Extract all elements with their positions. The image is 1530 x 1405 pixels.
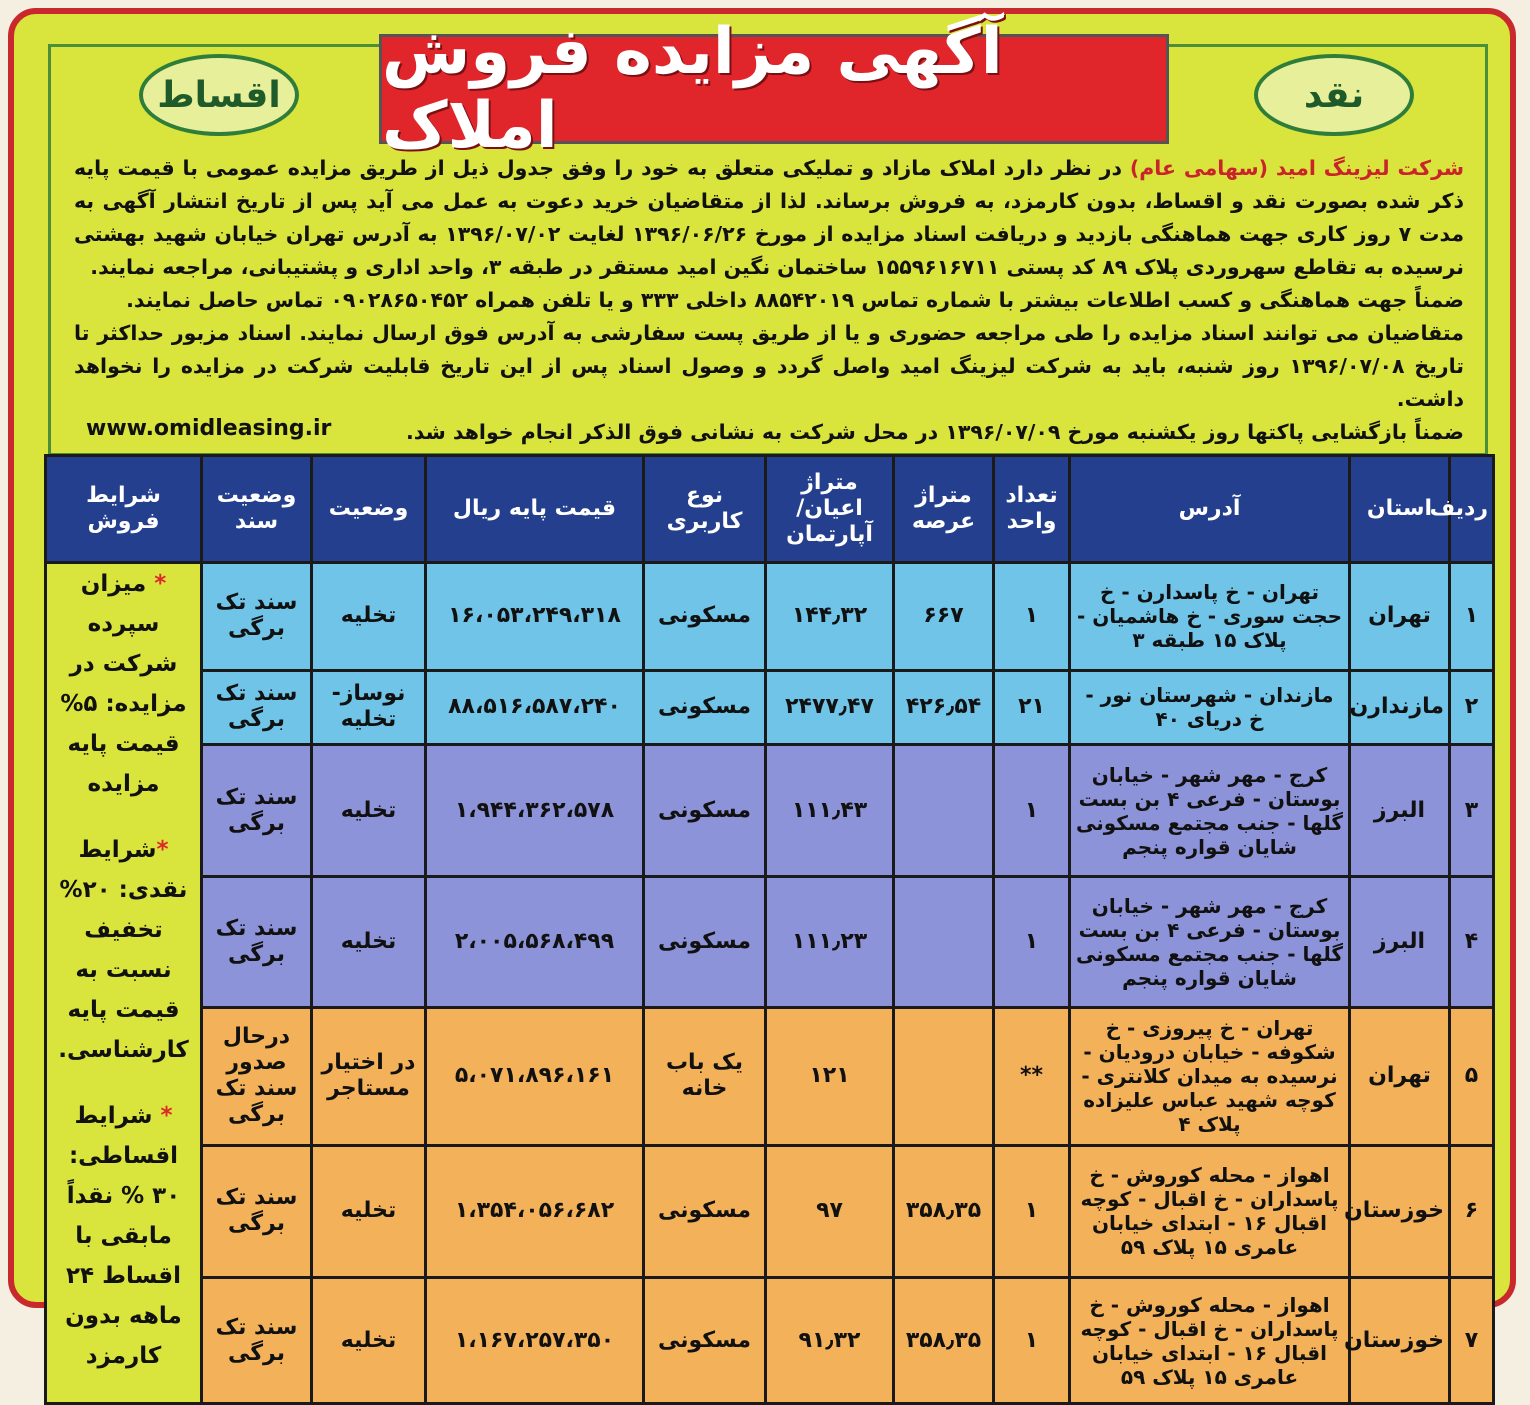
cell-land-area: ۳۵۸٫۳۵ <box>894 1145 994 1277</box>
cell-building-area: ۹۱٫۳۲ <box>766 1278 894 1404</box>
table-header-row <box>46 456 1494 563</box>
properties-table <box>44 454 1495 1405</box>
cell-building-area: ۱۱۱٫۲۳ <box>766 877 894 1007</box>
cell-province: تهران <box>1350 1007 1450 1145</box>
condition-cash <box>55 830 192 1070</box>
cell-status: تخلیه <box>312 877 426 1007</box>
table-row <box>46 1007 1494 1145</box>
cell-status: تخلیه <box>312 1278 426 1404</box>
cell-land-area: ۳۵۸٫۳۵ <box>894 1278 994 1404</box>
header-province: استان <box>1350 456 1450 563</box>
header-usage: نوع کاربری <box>644 456 766 563</box>
cell-building-area: ۲۴۷۷٫۴۷ <box>766 670 894 744</box>
cell-province: تهران <box>1350 563 1450 671</box>
cell-row-number: ۱ <box>1450 563 1494 671</box>
installment-badge-label: اقساط <box>157 74 281 116</box>
cell-building-area: ۱۴۴٫۳۲ <box>766 563 894 671</box>
cell-base-price: ۲،۰۰۵،۵۶۸،۴۹۹ <box>426 877 644 1007</box>
cell-units: ۱ <box>994 563 1070 671</box>
intro-text <box>74 152 1464 449</box>
intro-line-3: متقاضیان می توانند اسناد مزایده را طی مراجعه حضوری و یا از طریق پست سفارشی به آدرس فوق ارسال نمایند. اسناد مزبور حداکثر تا تاریخ ۱۳۹۶/۰۷/۰۸ روز شنبه، باید به شرکت لیزینگ امید واصل گردد و وصول اسناد پس از این تاریخ قابلیت شرکت در مزایده را نخواهد داشت. <box>74 321 1464 411</box>
cell-land-area <box>894 877 994 1007</box>
table-row <box>46 670 1494 744</box>
cell-row-number: ۶ <box>1450 1145 1494 1277</box>
cell-deed-status: سند تک برگی <box>202 877 312 1007</box>
table-row <box>46 1145 1494 1277</box>
table-row <box>46 1278 1494 1404</box>
cell-units: ۱ <box>994 877 1070 1007</box>
cell-usage: مسکونی <box>644 1278 766 1404</box>
cell-row-number: ۵ <box>1450 1007 1494 1145</box>
cell-base-price: ۵،۰۷۱،۸۹۶،۱۶۱ <box>426 1007 644 1145</box>
cell-units: ۲۱ <box>994 670 1070 744</box>
cell-row-number: ۷ <box>1450 1278 1494 1404</box>
cell-base-price: ۱،۱۶۷،۲۵۷،۳۵۰ <box>426 1278 644 1404</box>
cell-base-price: ۱۶،۰۵۳،۲۴۹،۳۱۸ <box>426 563 644 671</box>
cell-land-area: ۴۲۶٫۵۴ <box>894 670 994 744</box>
cell-usage: مسکونی <box>644 563 766 671</box>
cell-province: خوزستان <box>1350 1278 1450 1404</box>
asterisk-icon: * <box>154 571 167 597</box>
table-row <box>46 744 1494 876</box>
cell-base-price: ۱،۳۵۴،۰۵۶،۶۸۲ <box>426 1145 644 1277</box>
cell-province: مازندارن <box>1350 670 1450 744</box>
cash-badge-label: نقد <box>1303 74 1365 116</box>
cell-province: البرز <box>1350 744 1450 876</box>
cell-deed-status: درحال صدور سند تک برگی <box>202 1007 312 1145</box>
header-base-price: قیمت پایه ریال <box>426 456 644 563</box>
cell-address: کرج - مهر شهر - خیابان بوستان - فرعی ۴ بن بست گلها - جنب مجتمع مسکونی شایان قواره پنجم <box>1070 877 1350 1007</box>
cell-units: ۱ <box>994 1278 1070 1404</box>
cell-base-price: ۱،۹۴۴،۳۶۲،۵۷۸ <box>426 744 644 876</box>
cell-usage: مسکونی <box>644 744 766 876</box>
cell-row-number: ۳ <box>1450 744 1494 876</box>
cell-address: کرج - مهر شهر - خیابان بوستان - فرعی ۴ بن بست گلها - جنب مجتمع مسکونی شایان قواره پنجم <box>1070 744 1350 876</box>
cell-units: ** <box>994 1007 1070 1145</box>
header-row-number: ردیف <box>1450 456 1494 563</box>
asterisk-icon: * <box>156 837 169 863</box>
header-address: آدرس <box>1070 456 1350 563</box>
cell-land-area: ۶۶۷ <box>894 563 994 671</box>
cell-units: ۱ <box>994 1145 1070 1277</box>
cell-building-area: ۱۲۱ <box>766 1007 894 1145</box>
company-name: شرکت لیزینگ امید (سهامی عام) <box>1129 156 1465 180</box>
cell-deed-status: سند تک برگی <box>202 563 312 671</box>
condition-deposit-text: میزان سپرده شرکت در مزایده: ۵% قیمت پایه مزایده <box>60 571 187 797</box>
installment-badge <box>139 54 299 136</box>
cell-usage: مسکونی <box>644 1145 766 1277</box>
sale-conditions-cell <box>46 563 202 1404</box>
cell-address: اهواز - محله کوروش - خ پاسداران - خ اقبال - کوچه اقبال ۱۶ - ابتدای خیابان عامری ۱۵ پلاک ۵۹ <box>1070 1145 1350 1277</box>
condition-deposit <box>55 564 192 804</box>
cell-status: تخلیه <box>312 1145 426 1277</box>
header-units: تعداد واحد <box>994 456 1070 563</box>
cell-deed-status: سند تک برگی <box>202 744 312 876</box>
header-building-area: متراژ اعیان/ آپارتمان <box>766 456 894 563</box>
cell-land-area <box>894 1007 994 1145</box>
intro-paragraph-1 <box>74 152 1464 284</box>
cell-status: در اختیار مستاجر <box>312 1007 426 1145</box>
cell-address: تهران - خ پاسدارن - خ حجت سوری - خ هاشمیان - پلاک ۱۵ طبقه ۳ <box>1070 563 1350 671</box>
table-row <box>46 563 1494 671</box>
asterisk-icon: * <box>160 1103 173 1129</box>
cell-units: ۱ <box>994 744 1070 876</box>
cell-address: مازندان - شهرستان نور - خ دریای ۴۰ <box>1070 670 1350 744</box>
cell-status: نوساز- تخلیه <box>312 670 426 744</box>
cell-status: تخلیه <box>312 563 426 671</box>
header-deed-status: وضعیت سند <box>202 456 312 563</box>
cell-deed-status: سند تک برگی <box>202 1145 312 1277</box>
cell-address: اهواز - محله کوروش - خ پاسداران - خ اقبال - کوچه اقبال ۱۶ - ابتدای خیابان عامری ۱۵ پلاک ۵۹ <box>1070 1278 1350 1404</box>
cash-badge <box>1254 54 1414 136</box>
intro-line-2: ضمناً جهت هماهنگی و کسب اطلاعات بیشتر با شماره تماس ۸۸۵۴۲۰۱۹ داخلی ۳۳۳ و یا تلفن همراه ۰۹۰۲۸۶۵۰۴۵۲ تماس حاصل نمایند. <box>126 288 1464 312</box>
header-sale-conditions: شرایط فروش <box>46 456 202 563</box>
cell-status: تخلیه <box>312 744 426 876</box>
cell-row-number: ۲ <box>1450 670 1494 744</box>
cell-usage: مسکونی <box>644 877 766 1007</box>
page-title: آگهی مزایده فروش املاک <box>382 15 1003 163</box>
condition-installment <box>55 1096 192 1376</box>
website-link[interactable]: www.omidleasing.ir <box>86 416 332 441</box>
condition-cash-text: شرایط نقدی: ۲۰% تخفیف نسبت به قیمت پایه کارشناسی. <box>58 837 189 1063</box>
cell-province: البرز <box>1350 877 1450 1007</box>
title-banner <box>379 15 1169 163</box>
cell-land-area <box>894 744 994 876</box>
cell-usage: مسکونی <box>644 670 766 744</box>
cell-row-number: ۴ <box>1450 877 1494 1007</box>
header-land-area: متراژ عرصه <box>894 456 994 563</box>
intro-line-4: ضمناً بازگشایی پاکتها روز یکشنبه مورخ ۱۳۹۶/۰۷/۰۹ در محل شرکت به نشانی فوق الذکر انجام خواهد شد. <box>405 420 1464 444</box>
table-row <box>46 877 1494 1007</box>
condition-installment-text: شرایط اقساطی: ۳۰ % نقداً مابقی با اقساط ۲۴ ماهه بدون کارمزد <box>65 1103 182 1369</box>
cell-usage: یک باب خانه <box>644 1007 766 1145</box>
intro-line-1: در نظر دارد املاک مازاد و تملیکی متعلق به خود را وفق جدول ذیل از طریق مزایده عمومی با قیمت پایه ذکر شده بصورت نقد و اقساط، بدون کارمزد، به فروش برساند. لذا از متقاضیان خرید دعوت به عمل می آید پس از تاریخ انتشار آگهی به مدت ۷ روز کاری جهت هماهنگی بازدید و دریافت اسناد مزایده از مورخ ۱۳۹۶/۰۶/۲۶ لغایت ۱۳۹۶/۰۷/۰۲ به آدرس تهران خیابان شهید بهشتی نرسیده به تقاطع سهروردی پلاک ۸۹ کد پستی ۱۵۵۹۶۱۶۷۱۱ ساختمان نگین امید مستقر در طبقه ۳، واحد اداری و پشتیبانی، مراجعه نمایند. <box>74 156 1465 279</box>
cell-province: خوزستان <box>1350 1145 1450 1277</box>
cell-deed-status: سند تک برگی <box>202 670 312 744</box>
cell-building-area: ۹۷ <box>766 1145 894 1277</box>
cell-base-price: ۸۸،۵۱۶،۵۸۷،۲۴۰ <box>426 670 644 744</box>
header-status: وضعیت <box>312 456 426 563</box>
advertisement-frame <box>8 8 1516 1389</box>
cell-deed-status: سند تک برگی <box>202 1278 312 1404</box>
cell-address: تهران - خ پیروزی - خ شکوفه - خیابان دروديان - نرسیده به میدان کلانتری - کوچه شهید عباس علیزاده پلاک ۴ <box>1070 1007 1350 1145</box>
cell-building-area: ۱۱۱٫۴۳ <box>766 744 894 876</box>
